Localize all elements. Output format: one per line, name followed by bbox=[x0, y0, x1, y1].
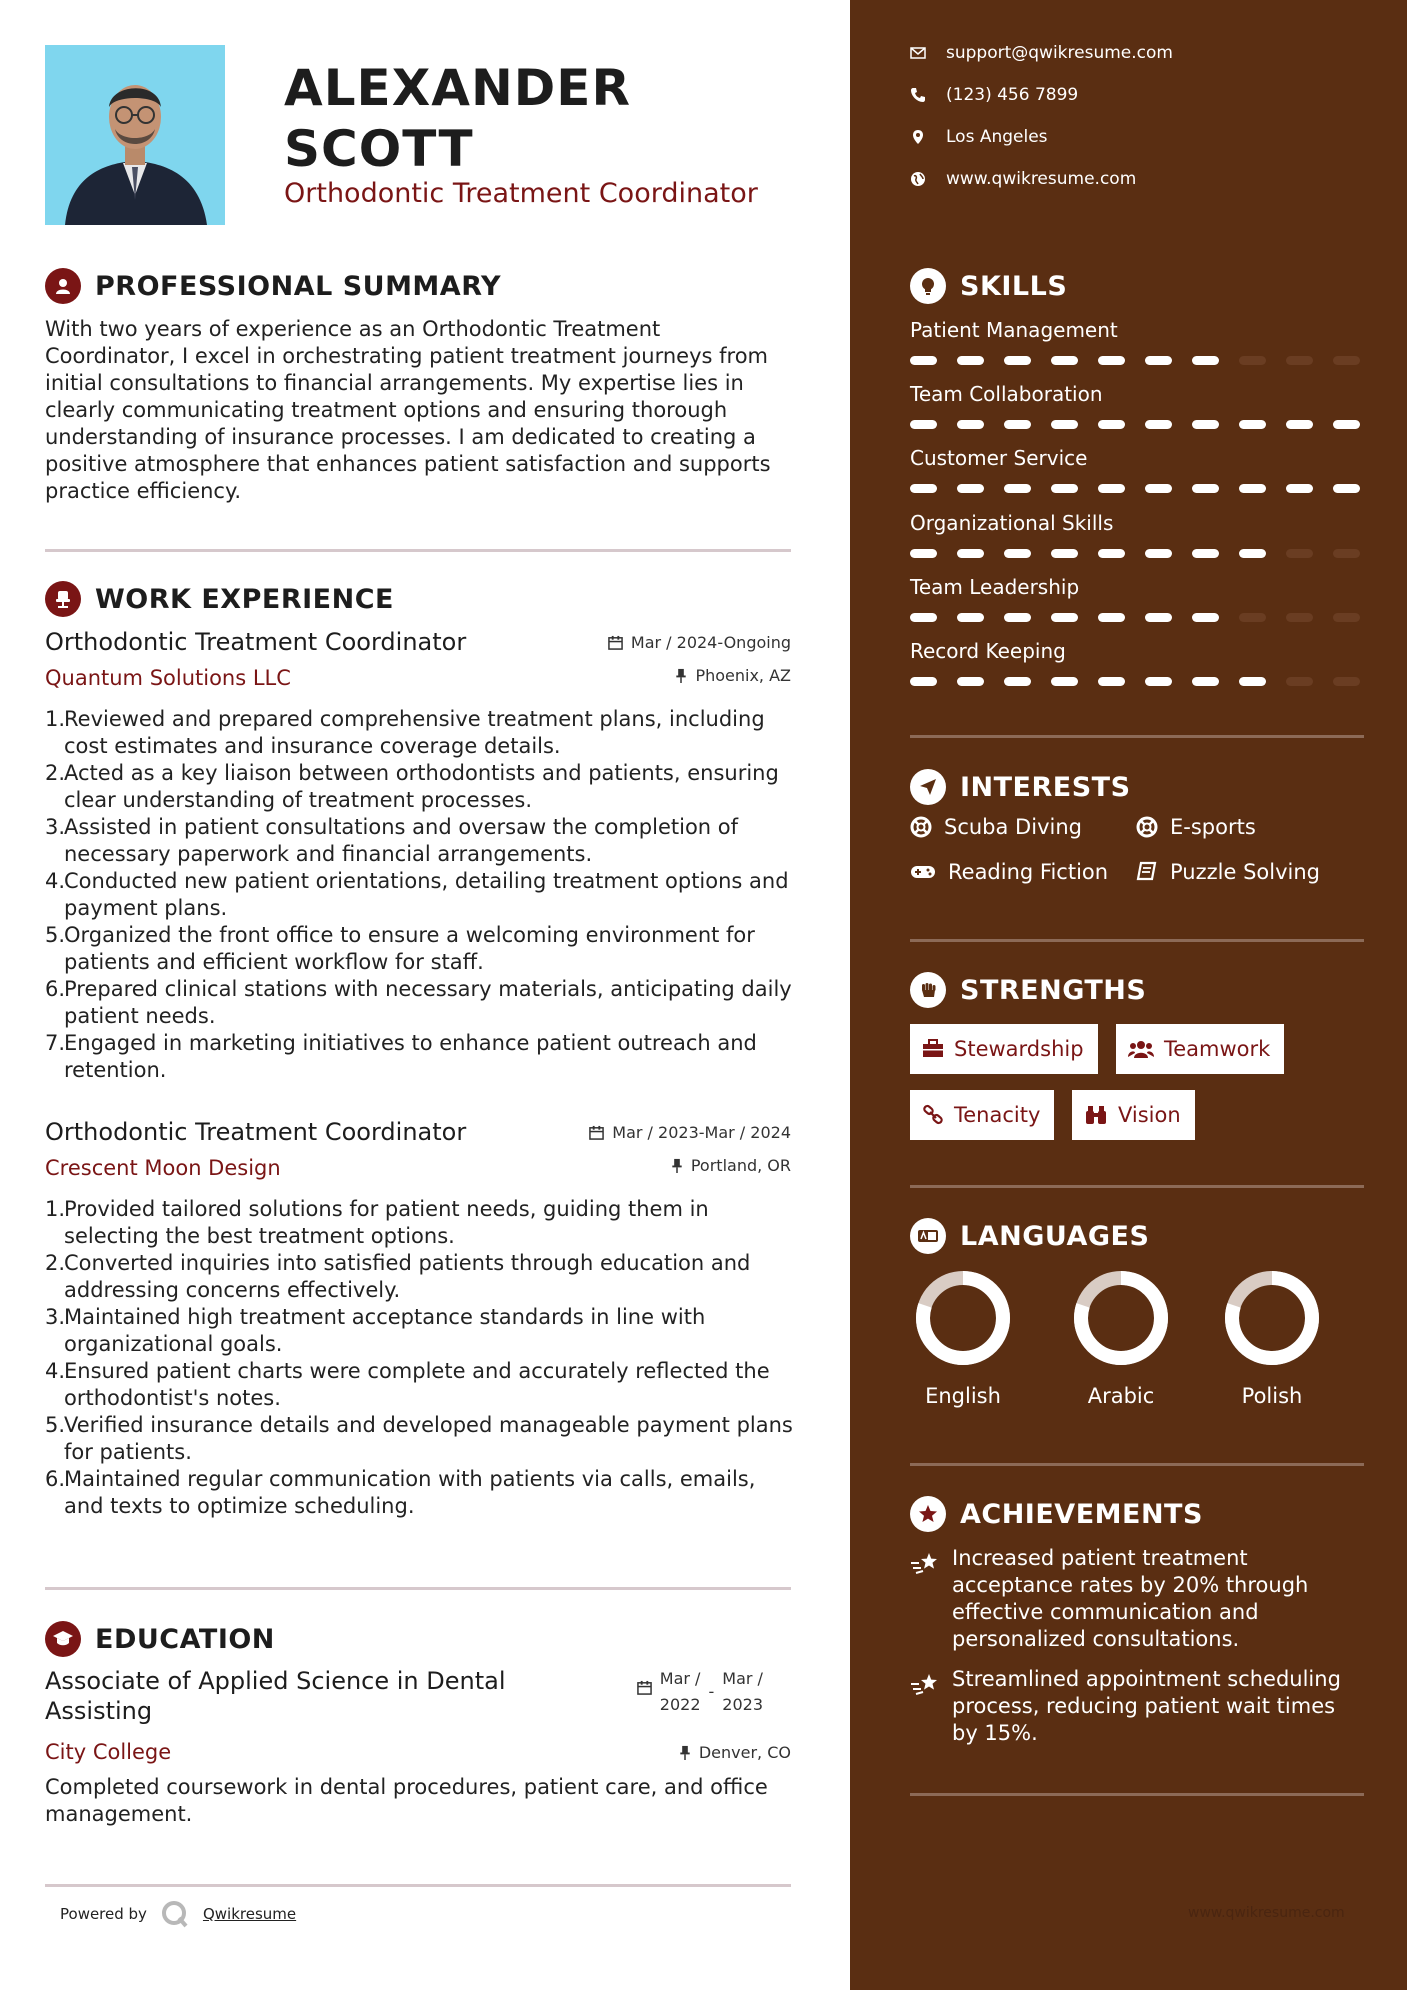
skill-name: Team Leadership bbox=[910, 574, 1080, 599]
achievement-item bbox=[910, 1666, 1364, 1747]
strengths-title: STRENGTHS bbox=[960, 974, 1147, 1006]
skills-heading bbox=[910, 268, 1067, 304]
skill-level-segment bbox=[1192, 677, 1219, 686]
skill-level-segment bbox=[1004, 549, 1031, 558]
education-location: Denver, CO bbox=[698, 1742, 791, 1762]
list-item bbox=[45, 1358, 795, 1412]
list-text: Converted inquiries into satisfied patients through education and addressing concerns effectively. bbox=[64, 1251, 751, 1302]
pin-icon bbox=[675, 668, 687, 683]
interest-item bbox=[1136, 860, 1320, 884]
list-number: 1. bbox=[45, 1197, 66, 1221]
list-item bbox=[45, 1304, 795, 1358]
education-title: EDUCATION bbox=[95, 1623, 275, 1655]
list-text: Provided tailored solutions for patient needs, guiding them in selecting the best treatment options. bbox=[64, 1197, 709, 1248]
end-month: Mar / bbox=[722, 1669, 763, 1688]
list-number: 4. bbox=[45, 1359, 66, 1383]
list-number: 6. bbox=[45, 1467, 66, 1491]
list-text: Acted as a key liaison between orthodontists and patients, ensuring clear understanding of treatment processes. bbox=[64, 761, 779, 812]
list-number: 2. bbox=[45, 761, 66, 785]
interest-item bbox=[1136, 815, 1256, 839]
watermark: www.qwikresume.com bbox=[1188, 1905, 1345, 1921]
divider bbox=[910, 1463, 1364, 1466]
education-start bbox=[660, 1666, 701, 1718]
skill-level-segment bbox=[1145, 677, 1172, 686]
skill-level-segment bbox=[1286, 549, 1313, 558]
language-name: Polish bbox=[1241, 1384, 1303, 1408]
skill-level-segment bbox=[1333, 420, 1360, 429]
list-number: 6. bbox=[45, 977, 66, 1001]
skill-level-segment bbox=[910, 677, 937, 686]
strengths-heading bbox=[910, 972, 1146, 1008]
skill-level-segment bbox=[1004, 420, 1031, 429]
pin-icon bbox=[671, 1158, 683, 1173]
profile-photo bbox=[45, 45, 225, 225]
list-number: 1. bbox=[45, 707, 66, 731]
skill-level-segment bbox=[1192, 549, 1219, 558]
language-item bbox=[1212, 1268, 1332, 1408]
skill-level-segment bbox=[1145, 484, 1172, 493]
interests-heading bbox=[910, 769, 1131, 805]
skill-name: Organizational Skills bbox=[910, 510, 1114, 535]
website-text[interactable]: www.qwikresume.com bbox=[946, 169, 1137, 189]
skill-name: Patient Management bbox=[910, 318, 1118, 342]
skill-level-segment bbox=[957, 356, 984, 365]
job-location: Portland, OR bbox=[690, 1155, 791, 1175]
skill-level-segment bbox=[1051, 613, 1078, 622]
phone-icon bbox=[910, 87, 926, 103]
achievements-heading bbox=[910, 1496, 1203, 1532]
languages-title: LANGUAGES bbox=[960, 1220, 1150, 1252]
summary-heading bbox=[45, 268, 501, 304]
user-icon bbox=[45, 268, 81, 304]
skill-level-segment bbox=[910, 356, 937, 365]
interest-label: Reading Fiction bbox=[948, 860, 1109, 884]
strength-tag bbox=[910, 1024, 1098, 1074]
strength-label: Stewardship bbox=[954, 1037, 1084, 1061]
contact-website bbox=[910, 169, 1136, 189]
list-text: Prepared clinical stations with necessary materials, anticipating daily patient needs. bbox=[64, 977, 792, 1028]
list-item bbox=[45, 1466, 795, 1520]
language-item bbox=[1061, 1268, 1181, 1408]
skill-item bbox=[910, 446, 1364, 493]
skill-level-segment bbox=[1192, 356, 1219, 365]
job-title: Orthodontic Treatment Coordinator bbox=[45, 628, 467, 656]
calendar-icon bbox=[589, 1125, 604, 1140]
job-location: Phoenix, AZ bbox=[695, 665, 791, 685]
languages-heading bbox=[910, 1218, 1149, 1254]
fist-icon bbox=[910, 972, 946, 1008]
skill-level-segment bbox=[1192, 420, 1219, 429]
list-text: Maintained high treatment acceptance standards in line with organizational goals. bbox=[64, 1305, 706, 1356]
contact-location bbox=[910, 127, 1048, 147]
list-item bbox=[45, 814, 795, 868]
skill-level-bar bbox=[910, 677, 1364, 686]
job-title: Orthodontic Treatment Coordinator bbox=[45, 1118, 467, 1146]
skill-level-segment bbox=[1333, 677, 1360, 686]
education-degree: Associate of Applied Science in Dental Assisting bbox=[45, 1667, 506, 1725]
list-item bbox=[45, 706, 795, 760]
skill-level-segment bbox=[1098, 356, 1125, 365]
footer bbox=[60, 1900, 296, 1928]
interests-title: INTERESTS bbox=[960, 771, 1131, 803]
skill-level-segment bbox=[910, 420, 937, 429]
contact-phone bbox=[910, 85, 1078, 105]
achievement-item bbox=[910, 1545, 1364, 1653]
skill-level-segment bbox=[1098, 484, 1125, 493]
list-item bbox=[45, 1412, 795, 1466]
skill-level-segment bbox=[1145, 549, 1172, 558]
end-year: 2023 bbox=[722, 1695, 763, 1714]
paper-plane-icon bbox=[910, 769, 946, 805]
skill-level-segment bbox=[1004, 356, 1031, 365]
list-text: Verified insurance details and developed manageable payment plans for patients. bbox=[64, 1413, 793, 1464]
translate-icon bbox=[910, 1218, 946, 1254]
skill-level-segment bbox=[1239, 613, 1266, 622]
list-item bbox=[45, 760, 795, 814]
skill-level-segment bbox=[1333, 484, 1360, 493]
education-end bbox=[722, 1666, 763, 1718]
skill-item bbox=[910, 318, 1364, 365]
skill-level-segment bbox=[1051, 677, 1078, 686]
skill-level-segment bbox=[957, 420, 984, 429]
achievement-text: Increased patient treatment acceptance rates by 20% through effective communication and personalized consultations. bbox=[952, 1546, 1309, 1651]
education-entry bbox=[45, 1666, 791, 1828]
skill-level-segment bbox=[1051, 484, 1078, 493]
skill-level-segment bbox=[957, 549, 984, 558]
skill-level-segment bbox=[1286, 677, 1313, 686]
interest-label: Puzzle Solving bbox=[1170, 860, 1320, 884]
envelope-icon bbox=[910, 45, 926, 61]
list-item bbox=[45, 922, 795, 976]
gamepad-icon bbox=[910, 863, 936, 881]
skill-level-segment bbox=[910, 549, 937, 558]
skill-level-segment bbox=[1098, 549, 1125, 558]
skill-level-segment bbox=[1098, 420, 1125, 429]
skill-level-segment bbox=[1333, 356, 1360, 365]
location-pin-icon bbox=[910, 129, 926, 145]
list-item bbox=[45, 1196, 795, 1250]
phone-text[interactable]: (123) 456 7899 bbox=[946, 85, 1079, 105]
skill-level-segment bbox=[1051, 420, 1078, 429]
skill-level-bar bbox=[910, 613, 1364, 622]
language-item bbox=[903, 1268, 1023, 1408]
job-bullets bbox=[45, 1196, 795, 1520]
strength-tag bbox=[910, 1090, 1054, 1140]
list-number: 3. bbox=[45, 1305, 66, 1329]
skill-level-segment bbox=[1239, 549, 1266, 558]
language-proficiency-ring bbox=[913, 1268, 1013, 1368]
binoculars-icon bbox=[1084, 1105, 1108, 1125]
skill-level-segment bbox=[1333, 549, 1360, 558]
skill-level-segment bbox=[1192, 613, 1219, 622]
skill-level-segment bbox=[1239, 420, 1266, 429]
strength-tag bbox=[1116, 1024, 1284, 1074]
skill-level-segment bbox=[1145, 420, 1172, 429]
start-year: 2022 bbox=[659, 1695, 701, 1714]
powered-by-text: Powered by bbox=[60, 1905, 147, 1923]
book-icon bbox=[1136, 861, 1158, 883]
experience-title: WORK EXPERIENCE bbox=[95, 583, 394, 615]
job-meta bbox=[589, 1122, 791, 1175]
list-text: Assisted in patient consultations and oversaw the completion of necessary paperwork and financial arrangements. bbox=[64, 815, 739, 866]
list-item bbox=[45, 1030, 795, 1084]
calendar-icon bbox=[637, 1680, 652, 1695]
divider bbox=[45, 1884, 791, 1887]
name-line-2: SCOTT bbox=[284, 120, 474, 178]
job-entry bbox=[45, 628, 792, 1082]
skill-level-bar bbox=[910, 356, 1364, 365]
office-chair-icon bbox=[45, 581, 81, 617]
skill-level-segment bbox=[957, 677, 984, 686]
calendar-icon bbox=[608, 635, 623, 650]
divider bbox=[910, 1185, 1364, 1188]
education-meta bbox=[679, 1742, 791, 1762]
skill-level-bar bbox=[910, 484, 1364, 493]
link-icon bbox=[922, 1104, 944, 1126]
summary-title: PROFESSIONAL SUMMARY bbox=[95, 270, 502, 302]
skill-level-segment bbox=[1098, 677, 1125, 686]
location-text: Los Angeles bbox=[946, 127, 1048, 147]
divider bbox=[45, 1587, 791, 1590]
language-proficiency-ring bbox=[1071, 1268, 1171, 1368]
skill-name: Team Collaboration bbox=[910, 382, 1103, 407]
pin-icon bbox=[679, 1745, 691, 1760]
skill-level-segment bbox=[957, 613, 984, 622]
start-month: Mar / bbox=[659, 1669, 701, 1688]
language-name: English bbox=[925, 1384, 1001, 1408]
divider bbox=[45, 549, 791, 552]
skill-name: Customer Service bbox=[910, 446, 1088, 471]
job-meta bbox=[608, 632, 791, 685]
interest-label: Scuba Diving bbox=[944, 815, 1082, 839]
skill-level-segment bbox=[1051, 549, 1078, 558]
education-dates bbox=[637, 1666, 763, 1718]
education-school: City College bbox=[45, 1740, 172, 1764]
briefcase-icon bbox=[922, 1039, 944, 1059]
divider bbox=[910, 1793, 1364, 1796]
experience-heading bbox=[45, 581, 394, 617]
skill-level-segment bbox=[1004, 613, 1031, 622]
globe-icon bbox=[910, 171, 926, 187]
job-company: Quantum Solutions LLC bbox=[45, 666, 291, 690]
skill-item bbox=[910, 575, 1364, 622]
list-text: Engaged in marketing initiatives to enhance patient outreach and retention. bbox=[64, 1031, 757, 1082]
education-heading bbox=[45, 1621, 275, 1657]
skill-level-segment bbox=[1239, 484, 1266, 493]
qwikresume-link[interactable]: Qwikresume bbox=[202, 1905, 297, 1923]
job-company: Crescent Moon Design bbox=[45, 1156, 281, 1180]
lifebuoy-icon bbox=[910, 816, 932, 838]
list-item bbox=[45, 976, 795, 1030]
strength-label: Teamwork bbox=[1164, 1037, 1271, 1061]
skill-item bbox=[910, 511, 1364, 558]
skill-level-segment bbox=[1286, 420, 1313, 429]
skill-level-segment bbox=[957, 484, 984, 493]
summary-text: With two years of experience as an Orthodontic Treatment Coordinator, I excel in orchestrating patient treatment journeys from initial consultations to financial arrangements. My expertise lies in clearly communicating treatment options and ensuring thorough understanding of insurance processes. I am dedicated to creating a positive atmosphere that enhances patient satisfaction and supports practice efficiency. bbox=[45, 317, 771, 503]
interest-label: E-sports bbox=[1170, 815, 1256, 839]
list-number: 3. bbox=[45, 815, 66, 839]
skill-level-segment bbox=[1098, 613, 1125, 622]
skill-item bbox=[910, 382, 1364, 429]
skill-level-segment bbox=[1192, 484, 1219, 493]
list-text: Ensured patient charts were complete and accurately reflected the orthodontist's notes. bbox=[64, 1359, 770, 1410]
skills-title: SKILLS bbox=[960, 270, 1068, 302]
skill-level-segment bbox=[1239, 356, 1266, 365]
skill-level-bar bbox=[910, 549, 1364, 558]
name-line-1: ALEXANDER bbox=[284, 59, 631, 117]
list-number: 7. bbox=[45, 1031, 66, 1055]
skill-level-segment bbox=[1004, 484, 1031, 493]
list-item bbox=[45, 868, 795, 922]
candidate-title: Orthodontic Treatment Coordinator bbox=[284, 178, 758, 209]
date-separator: - bbox=[708, 1682, 715, 1701]
graduation-icon bbox=[45, 1621, 81, 1657]
skill-level-segment bbox=[1145, 613, 1172, 622]
skill-level-bar bbox=[910, 420, 1364, 429]
skill-level-segment bbox=[1286, 613, 1313, 622]
skill-level-segment bbox=[1004, 677, 1031, 686]
language-proficiency-ring bbox=[1222, 1268, 1322, 1368]
interest-item bbox=[910, 860, 1108, 884]
list-number: 2. bbox=[45, 1251, 66, 1275]
job-dates: Mar / 2024-Ongoing bbox=[630, 632, 791, 652]
qwikresume-logo-icon bbox=[161, 1900, 189, 1928]
strength-tag bbox=[1072, 1090, 1195, 1140]
shooting-star-icon bbox=[910, 1672, 940, 1698]
achievements-title: ACHIEVEMENTS bbox=[960, 1498, 1203, 1530]
strength-label: Vision bbox=[1118, 1103, 1181, 1127]
skill-level-segment bbox=[1145, 356, 1172, 365]
job-bullets bbox=[45, 706, 795, 1084]
skill-level-segment bbox=[1051, 356, 1078, 365]
list-text: Reviewed and prepared comprehensive treatment plans, including cost estimates and insurance coverage details. bbox=[64, 707, 765, 758]
achievement-text: Streamlined appointment scheduling process, reducing patient wait times by 15%. bbox=[952, 1667, 1341, 1745]
list-text: Maintained regular communication with patients via calls, emails, and texts to optimize scheduling. bbox=[64, 1467, 756, 1518]
education-description: Completed coursework in dental procedures, patient care, and office management. bbox=[45, 1775, 768, 1826]
skill-item bbox=[910, 639, 1364, 686]
skill-level-segment bbox=[910, 484, 937, 493]
candidate-name bbox=[284, 58, 631, 180]
divider bbox=[910, 735, 1364, 738]
star-badge-icon bbox=[910, 1496, 946, 1532]
list-text: Conducted new patient orientations, detailing treatment options and payment plans. bbox=[64, 869, 789, 920]
list-item bbox=[45, 1250, 795, 1304]
lightbulb-icon bbox=[910, 268, 946, 304]
skill-level-segment bbox=[1333, 613, 1360, 622]
shooting-star-icon bbox=[910, 1551, 940, 1577]
skill-name: Record Keeping bbox=[910, 639, 1066, 663]
email-text[interactable]: support@qwikresume.com bbox=[946, 43, 1173, 63]
interest-item bbox=[910, 815, 1082, 839]
strength-label: Tenacity bbox=[954, 1103, 1041, 1127]
list-number: 5. bbox=[45, 923, 66, 947]
list-number: 4. bbox=[45, 869, 66, 893]
list-number: 5. bbox=[45, 1413, 66, 1437]
skill-level-segment bbox=[1239, 677, 1266, 686]
contact-email bbox=[910, 43, 1173, 63]
skill-level-segment bbox=[910, 613, 937, 622]
divider bbox=[910, 939, 1364, 942]
skill-level-segment bbox=[1286, 484, 1313, 493]
job-dates: Mar / 2023-Mar / 2024 bbox=[612, 1122, 791, 1142]
language-name: Arabic bbox=[1087, 1384, 1155, 1408]
lifebuoy-icon bbox=[1136, 816, 1158, 838]
users-icon bbox=[1128, 1039, 1154, 1059]
job-entry bbox=[45, 1118, 793, 1518]
skill-level-segment bbox=[1286, 356, 1313, 365]
list-text: Organized the front office to ensure a welcoming environment for patients and efficient workflow for staff. bbox=[64, 923, 755, 974]
